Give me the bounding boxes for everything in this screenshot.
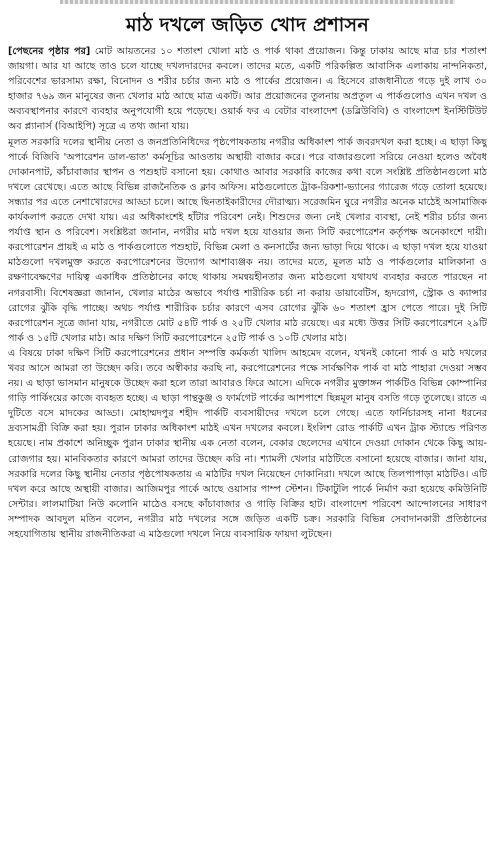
continued-from-label: [পেছনের পৃষ্ঠার পর] — [8, 46, 91, 57]
article-paragraph-3 — [8, 346, 487, 542]
paragraph-1-text: মোট আয়তনের ১০ শতাংশ খোলা মাঠ ও পার্ক থাকা প্রয়োজন। কিন্তু ঢাকায় আছে মাত্র চার শতাংশ জায়গা। আর যা আছে তাও চলে যাচ্ছে দখলদারদের কবলে। তাদের মতে, একটি পরিকল্পিত আবাসিক এলাকায় নান্দনিকতা, পরিবেশের ভারসাম্য রক্ষা, বিনোদন ও শরীর চর্চার জন্য মাঠ ও পার্কের প্রয়োজন। এ হিসেবে রাজধানীতে গড়ে দুই লাখ ৩০ হাজার ৭৬৯ জন মানুষের জন্য খেলার মাঠ আছে মাত্র একটি। আর প্রয়োজনের তুলনায় অপ্রতুল এ পার্কগুলোও এখন দখল ও অব্যবস্থাপনার কারণে ব্যবহার অনুপযোগী হয়ে পড়েছে। ওয়ার্ক ফর এ বেটার বাংলাদেশ (ডব্লিউবিবি) ও বাংলাদেশ ইনস্টিটিউট অব প্ল্যানার্স (বিআইপি) সূত্রে এ তথ্য জানা যায়। — [8, 46, 487, 133]
headline-container — [0, 12, 495, 38]
article-paragraph-2 — [8, 135, 487, 346]
article-paragraph-1 — [8, 44, 487, 135]
article-body — [8, 44, 487, 844]
paragraph-2-text: মূলত সরকারি দলের স্থানীয় নেতা ও জনপ্রতিনিধিদের পৃষ্ঠপোষকতায় নগরীর অধিকাংশ পার্ক জবরদখল করা হচ্ছে। এ ছাড়া কিছু পার্কে বিজিবি 'অপারেশন ডাল-ভাত' কর্মসূচির আওতায় অস্থায়ী বাজার করে। পরে বাজারগুলো সরিয়ে নেওয়া হলেও অবৈধ দোকানপাট, কাঁচাবাজার স্থাপন ও পশুহাট বসানো হয়। কোথাও আবার সরকারি কাজের কথা বলে সংশ্লিষ্ট প্রতিষ্ঠানগুলো মাঠ দখলে রেখেছে। এতে আছে বিভিন্ন রাজনৈতিক ও ক্লাব অফিস। মাঠগুলোতে ট্রাক-রিকশা-ভ্যানের গ্যারেজ গড়ে তোলা হয়েছে। সন্ধ্যার পর এতে নেশাখোরদের আড্ডা চলে। আছে ছিনতাইকারীদের দৌরাত্ম্য। সরেজমিন ঘুরে নগরীর অনেক মাঠেই অসামাজিক কার্যকলাপ করতে দেখা যায়। এর অধিকাংশেই হাঁটার পরিবেশ নেই। শিশুদের জন্য নেই খেলার ব্যবস্থা, নেই শরীর চর্চার জন্য পর্যাপ্ত স্থান ও পরিবেশ। সংশ্লিষ্টরা জানান, নগরীর মাঠ দখল হয়ে যাওয়ার জন্য সিটি করপোরেশন কর্তৃপক্ষ অনেকাংশে দায়ী। করপোরেশন প্রায়ই এ মাঠ ও পার্কগুলোতে পশুহাট, বিভিন্ন মেলা ও কনসার্টের জন্য ভাড়া দিয়ে থাকে। এ ছাড়া দখল হয়ে যাওয়া মাঠগুলো দখলমুক্ত করতে করপোরেশনের উদ্যোগ আশাব্যঞ্জক নয়। তাদের মতে, মূলত মাঠ ও পার্কগুলোর মালিকানা ও রক্ষণাবেক্ষণের দায়িত্ব একাধিক প্রতিষ্ঠানের কাছে থাকায় সমন্বয়হীনতার জন্য মাঠগুলো যথাযথ ব্যবহার করতে পারছেন না নগরবাসী। বিশেষজ্ঞরা জানান, খেলার মাঠের অভাবে পর্যাপ্ত শারীরিক চর্চা না করায় ডায়াবেটিস, হৃদরোগ, স্ট্রোক ও ক্যান্সার রোগের ঝুঁকি বৃদ্ধি পাচ্ছে। অথচ পর্যাপ্ত শারীরিক চর্চার কারণে এসব রোগের ঝুঁকি ৬০ শতাংশ হ্রাস পেতে পারে। দুই সিটি করপোরেশন সূত্রে জানা যায়, নগরীতে মোট ৫৪টি পার্ক ও ২৫টি খেলার মাঠ রয়েছে। এর মধ্যে উত্তর সিটি করপোরেশনে ২৯টি পার্ক ও ১৫টি খেলার মাঠ। আর দক্ষিণ সিটি করপোরেশনে ২৫টি পার্ক ও ১০টি খেলার মাঠ। — [8, 136, 487, 344]
article-headline: মাঠ দখলে জড়িত খোদ প্রশাসন — [125, 14, 370, 36]
top-rule-divider — [60, 0, 455, 4]
paragraph-3-text: এ বিষয়ে ঢাকা দক্ষিণ সিটি করপোরেশনের প্রধান সম্পত্তি কর্মকর্তা খালিদ আহমেদ বলেন, যখনই কোনো পার্ক ও মাঠ দখলের খবর আসে আমরা তা উচ্ছেদ করি। তবে অস্বীকার করছি না, করপোরেশনের পক্ষে সার্বক্ষণিক পার্ক বা মাঠ পাহারা দেওয়া সম্ভব নয়। এ ছাড়া ভাসমান মানুষকে উচ্ছেদ করা হলে তারা আবারও ফিরে আসে। এদিকে নগরীর মুক্তাঙ্গন পার্কটিও বিভিন্ন কোম্পানির গাড়ি পার্কিংয়ের কাজে ব্যবহৃত হচ্ছে। এ ছাড়া পান্থকুঞ্জ ও ফার্মগেট পার্কের আশপাশে ছিন্নমূল মানুষ বসতি গড়ে তুলেছে। রাতে এ দুটিতে বসে মাদকের আড্ডা। মোহাম্মদপুর শহীদ পার্কটি ব্যবসায়ীদের দখলে চলে গেছে। এতে ফার্নিচারসহ নানা ধরনের দ্রব্যসামগ্রী বিক্রি করা হয়। পুরান ঢাকার অধিকাংশ মাঠই এখন দখলের কবলে। ইংলিশ রোড পার্কটি এখন ট্রাক স্ট্যান্ডে পরিণত হয়েছে। নাম প্রকাশে অনিচ্ছুক পুরান ঢাকার স্থানীয় এক নেতা বলেন, বেকার ছেলেদের এখানে দেওয়া দোকান থেকে কিছু আয়-রোজগার হয়। মানবিকতার কারণে আমরা তাদের উচ্ছেদ করি না। শ্যামলী খেলার মাঠটিতে বসানো হয়েছে বাজার। জানা যায়, সরকারি দলের কিছু স্থানীয় নেতার পৃষ্ঠপোষকতায় এ মাঠটির দখল নিয়েছেন দোকানিরা। দখলে আছে তিলপাপাড়া মাঠটিও। এটি দখল করে আছে অস্থায়ী বাজার। আজিমপুর পার্কে আছে ওয়াসার পাম্প স্টেশন। টিকাটুলি পার্কে নির্মাণ করা হয়েছে কমিউনিটি সেন্টার। লালমাটিয়া নিউ কলোনি মাঠেও বসছে কাঁচাবাজার ও গাড়ি বিক্রির হাট। বাংলাদেশ পরিবেশ আন্দোলনের সাধারণ সম্পাদক আবদুল মতিন বলেন, নগরীর মাঠ দখলের সঙ্গে জড়িত একটি চক্র। সরকারি বিভিন্ন সেবাদানকারী প্রতিষ্ঠানের সহযোগিতায় স্থানীয় রাজনীতিকরা এ মাঠগুলো দখলে নিয়ে ব্যবসায়িক ফায়দা লুটছেন। — [8, 347, 487, 540]
